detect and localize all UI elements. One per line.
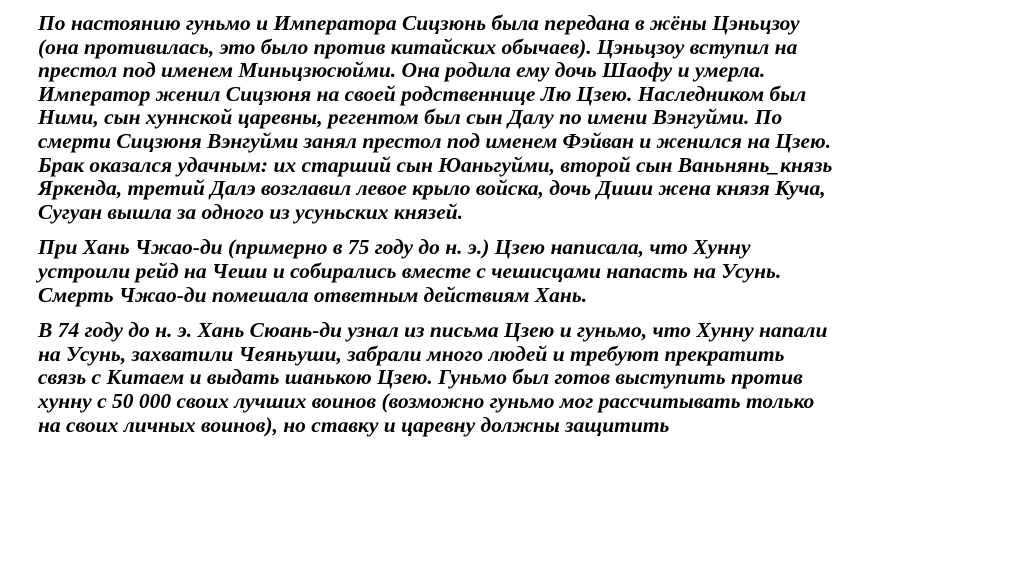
text-line: смерти Сицзюня Вэнгуйми занял престол под именем Фэйван и женился на Цзею. (38, 128, 832, 153)
text-line: (она противилась, это было против китайских обычаев). Цэньцзоу вступил на (38, 34, 798, 59)
paragraph-1 (38, 12, 1003, 224)
text-line: В 74 году до н. э. Хань Сюань-ди узнал из письма Цзею и гуньмо, что Хунну напали (38, 318, 828, 343)
text-line: устроили рейд на Чеши и собирались вместе с чешисцами напасть на Усунь. (38, 258, 782, 283)
text-line: хунну с 50 000 своих лучших воинов (возможно гуньмо мог рассчитывать только (38, 388, 815, 413)
text-line: Смерть Чжао-ди помешала ответным действиям Хань. (38, 282, 588, 307)
text-line: престол под именем Миньцзюсюйми. Она родила ему дочь Шаофу и умерла. (38, 58, 766, 83)
text-line: связь с Китаем и выдать шанькою Цзею. Гуньмо был готов выступить против (38, 365, 803, 390)
text-block (38, 12, 1003, 449)
text-line: Император женил Сицзюня на своей родственнице Лю Цзею. Наследником был (38, 81, 807, 106)
paragraph-2 (38, 236, 1003, 307)
text-line: на своих личных воинов), но ставку и царевну должны защитить (38, 412, 670, 437)
text-line: При Хань Чжао-ди (примерно в 75 году до н. э.) Цзею написала, что Хунну (38, 235, 751, 260)
text-line: Яркенда, третий Далэ возглавил левое крыло войска, дочь Диши жена князя Куча, (38, 176, 826, 201)
text-line: Брак оказался удачным: их старший сын Юаньгуйми, второй сын Ваньнянь ̲ князь (38, 152, 833, 177)
paragraph-3 (38, 319, 1003, 437)
text-line: на Усунь, захватили Чеяньуши, забрали много людей и требуют прекратить (38, 341, 785, 366)
text-line: Ними, сын хуннской царевны, регентом был сын Далу по имени Вэнгуйми. По (38, 105, 783, 130)
text-line: По настоянию гуньмо и Императора Сицзюнь была передана в жёны Цэньцзоу (38, 11, 800, 35)
text-line: Сугуан вышла за одного из усуньских князей. (38, 199, 464, 224)
